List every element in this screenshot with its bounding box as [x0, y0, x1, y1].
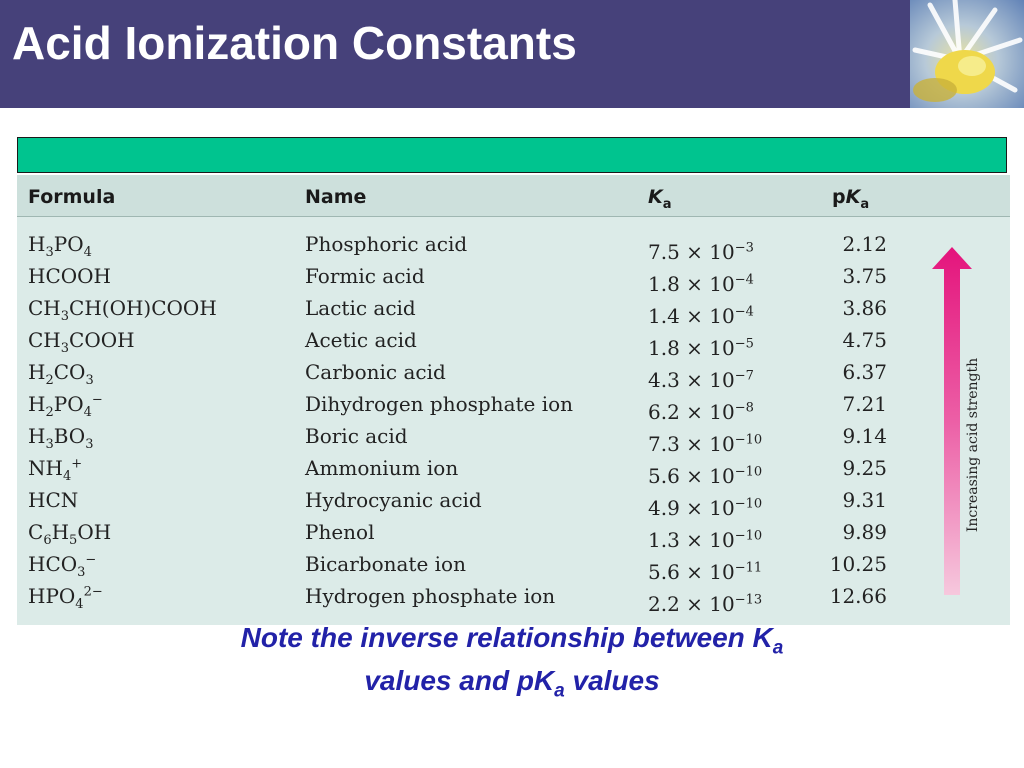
- ka-cell: $7.3 \times 10^{-10}$: [648, 432, 763, 456]
- formula-cell: $C_6H_5OH$: [28, 520, 112, 548]
- pka-cell: 9.89: [842, 520, 887, 544]
- table-header: [17, 175, 1010, 217]
- pka-cell: 2.12: [842, 232, 887, 256]
- table-row: [17, 488, 1010, 519]
- ka-cell: $5.6 \times 10^{-10}$: [648, 464, 763, 488]
- ka-cell: $1.8 \times 10^{-4}$: [648, 272, 754, 296]
- table-row: [17, 232, 1010, 263]
- name-cell: Boric acid: [305, 424, 408, 448]
- name-cell: Bicarbonate ion: [305, 552, 466, 576]
- table-row: [17, 552, 1010, 583]
- ka-cell: $4.9 \times 10^{-10}$: [648, 496, 763, 520]
- name-cell: Hydrogen phosphate ion: [305, 584, 556, 608]
- name-cell: Carbonic acid: [305, 360, 446, 384]
- ka-cell: $1.4 \times 10^{-4}$: [648, 304, 754, 328]
- formula-cell: $H_3BO_3$: [28, 424, 94, 452]
- formula-cell: $H_2CO_3$: [28, 360, 94, 388]
- header-formula: Formula: [28, 186, 116, 208]
- ka-cell: $7.5 \times 10^{-3}$: [648, 240, 754, 264]
- formula-cell: $H_3PO_4$: [28, 232, 92, 260]
- name-cell: Acetic acid: [305, 328, 417, 352]
- formula-cell: $H_2PO_4^-$: [28, 392, 103, 420]
- formula-cell: $NH_4^+$: [28, 456, 83, 484]
- table-row: [17, 520, 1010, 551]
- table-row: [17, 264, 1010, 295]
- name-cell: Phosphoric acid: [305, 232, 468, 256]
- name-cell: Lactic acid: [305, 296, 416, 320]
- ka-cell: $4.3 \times 10^{-7}$: [648, 368, 754, 392]
- pka-cell: 6.37: [842, 360, 887, 384]
- header-name: Name: [305, 186, 367, 208]
- pka-cell: 10.25: [829, 552, 887, 576]
- header-ka: $K_a$: [648, 186, 672, 212]
- header-pka: $pK_a$: [832, 186, 870, 212]
- green-banner: [17, 137, 1007, 173]
- pka-cell: 9.25: [842, 456, 887, 480]
- ka-cell: $5.6 \times 10^{-11}$: [648, 560, 763, 584]
- name-cell: Formic acid: [305, 264, 425, 288]
- name-cell: Dihydrogen phosphate ion: [305, 392, 574, 416]
- acid-table: [17, 175, 1010, 625]
- pka-cell: 4.75: [842, 328, 887, 352]
- arrow-label: Increasing acid strength: [965, 357, 981, 533]
- pka-cell: 7.21: [842, 392, 887, 416]
- note-line-2: values and $pK_a$ values: [364, 665, 660, 702]
- formula-cell: $HPO_4^{2-}$: [28, 584, 103, 612]
- ka-cell: $6.2 \times 10^{-8}$: [648, 400, 754, 424]
- title-bar: [0, 0, 1024, 108]
- table-row: [17, 584, 1010, 615]
- pka-cell: 3.75: [842, 264, 887, 288]
- slide-title: Acid Ionization Constants: [12, 17, 577, 69]
- name-cell: Hydrocyanic acid: [305, 488, 482, 512]
- flower-image: [910, 0, 1024, 108]
- pka-cell: 12.66: [829, 584, 887, 608]
- table-row: [17, 456, 1010, 487]
- pka-cell: 3.86: [842, 296, 887, 320]
- name-cell: Phenol: [305, 520, 375, 544]
- ka-cell: $1.8 \times 10^{-5}$: [648, 336, 754, 360]
- formula-cell: $HCO_3^-$: [28, 552, 97, 580]
- table-row: [17, 360, 1010, 391]
- pka-cell: 9.14: [842, 424, 887, 448]
- formula-cell: HCN: [28, 488, 79, 512]
- formula-cell: HCOOH: [28, 264, 111, 288]
- formula-cell: $CH_3COOH$: [28, 328, 135, 356]
- table-row: [17, 424, 1010, 455]
- name-cell: Ammonium ion: [305, 456, 459, 480]
- ka-cell: $2.2 \times 10^{-13}$: [648, 592, 763, 616]
- table-row: [17, 296, 1010, 327]
- formula-cell: $CH_3CH(OH)COOH$: [28, 296, 217, 324]
- pka-cell: 9.31: [842, 488, 887, 512]
- ka-cell: $1.3 \times 10^{-10}$: [648, 528, 763, 552]
- note-line-1: Note the inverse relationship between $K_a$: [240, 622, 784, 659]
- table-row: [17, 328, 1010, 359]
- table-row: [17, 392, 1010, 423]
